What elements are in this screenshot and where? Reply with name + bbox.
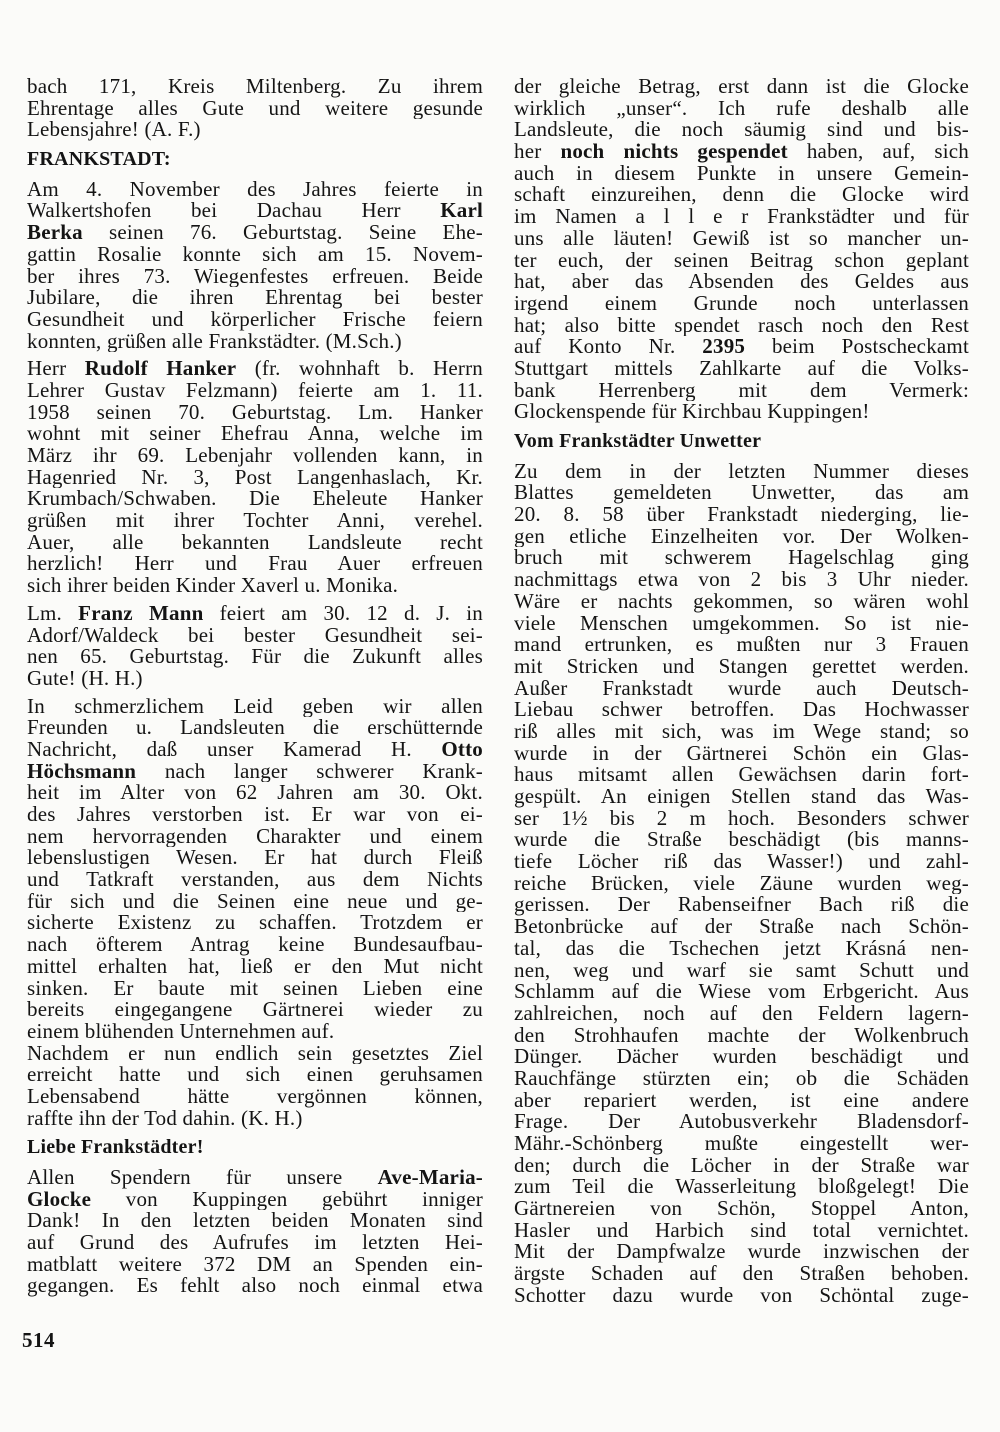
text-line: [514, 504, 969, 526]
text-line: [27, 575, 483, 597]
text: nen, weg und warf sie samt Schutt und: [514, 959, 969, 982]
text-line: [514, 315, 969, 337]
text-line: [514, 634, 969, 656]
text-line: [27, 603, 483, 625]
text: aber repariert werden, ist eine andere: [514, 1089, 969, 1112]
text-line: [27, 510, 483, 532]
text-line: [514, 981, 969, 1003]
text: Am 4. November des Jahres feierte in: [27, 178, 483, 201]
text-line: [514, 938, 969, 960]
text-line: [27, 222, 483, 244]
text: gen etliche Einzelheiten vor. Der Wolken-: [514, 525, 969, 548]
right-column: [514, 76, 969, 1313]
text: hat; also bitte spendet rasch noch den Rest: [514, 314, 969, 337]
text: ser 1½ bis 2 m hoch. Besonders schwer: [514, 807, 969, 830]
text: nachmittags etwa von 2 bis 3 Uhr nieder.: [514, 569, 969, 591]
text-line: [514, 1111, 969, 1133]
text: Dank! In den letzten beiden Monaten sind: [27, 1210, 483, 1233]
text-line: [27, 119, 483, 141]
text-line: [27, 287, 483, 309]
text-line: [27, 532, 483, 554]
text: einem blühenden Unternehmen auf.: [27, 1020, 335, 1043]
text: Walkertshofen bei Dachau Herr: [27, 200, 441, 223]
text-line: [27, 98, 483, 120]
text: Glockenspende für Kirchbau Kuppingen!: [514, 401, 870, 423]
text-line: [27, 1232, 483, 1254]
text: bank Herrenberg mit dem Vermerk:: [514, 379, 969, 402]
text: mand ertrunken, es mußten nur 3 Frauen: [514, 634, 969, 656]
text: hat, aber das Absenden des Geldes aus: [514, 271, 969, 293]
text-line: [514, 271, 969, 293]
text: Gute! (H. H.): [27, 667, 143, 690]
text-line: [514, 1090, 969, 1112]
text: Freunden u. Landsleuten die erschütternde: [27, 717, 483, 739]
text-line: [27, 1137, 483, 1159]
text-line: [27, 847, 483, 869]
text: tal, das die Tschechen jetzt Krásná nen-: [514, 937, 969, 960]
text: den Strohhaufen machte der Wolkenbruch: [514, 1024, 969, 1047]
text-line: [27, 1108, 483, 1130]
text-line: [27, 978, 483, 1000]
text-line: [514, 1241, 969, 1263]
text: Vom Frankstädter Unwetter: [514, 431, 762, 452]
text-line: [514, 808, 969, 830]
text: im Namen a l l e r Frankstädter und für: [514, 206, 969, 228]
paragraph: [514, 76, 969, 423]
text-line: [514, 1046, 969, 1068]
text-line: [27, 149, 483, 171]
text-line: [514, 293, 969, 315]
text-line: [27, 423, 483, 445]
text: Schotter dazu wurde von Schöntal zuge-: [514, 1284, 969, 1307]
text: erreicht hatte und sich einen geruhsamen: [27, 1064, 483, 1086]
text-line: [27, 668, 483, 690]
text: Frage. Der Autobusverkehr Bladensdorf-: [514, 1111, 969, 1133]
bold-text: noch nichts gespendet: [560, 141, 788, 163]
text-line: [514, 401, 969, 423]
text: von Kuppingen gebührt inniger: [91, 1188, 483, 1211]
text-line: [514, 119, 969, 141]
text: gattin Rosalie konnte sich am 15. Novem-: [27, 243, 483, 266]
bold-text: Berka: [27, 222, 83, 244]
text-line: [514, 873, 969, 895]
text-line: [27, 402, 483, 424]
text: nach langer schwerer Krank-: [136, 760, 483, 783]
text-line: [514, 1198, 969, 1220]
section-heading: [514, 431, 969, 453]
text: Nachdem er nun endlich sein gesetztes Ziel: [27, 1042, 483, 1065]
text-line: [27, 625, 483, 647]
text: herzlich! Herr und Frau Auer erfreuen: [27, 553, 483, 576]
text-line: [27, 826, 483, 848]
text: Allen Spendern für unsere: [27, 1167, 378, 1189]
text: feiert am 30. 12 d. J. in: [203, 602, 483, 625]
text-line: [514, 894, 969, 916]
text: haben, auf, sich: [787, 141, 969, 163]
text: wirklich „unser“. Ich rufe deshalb alle: [514, 97, 969, 120]
bold-text: 2395: [702, 336, 746, 358]
text-line: [514, 829, 969, 851]
text: (fr. wohnhaft b. Herrn: [236, 358, 483, 380]
text-line: [27, 331, 483, 353]
text-line: [514, 591, 969, 613]
text: nach öfterem Antrag keine Bundesaufbau-: [27, 934, 483, 956]
text-line: [27, 309, 483, 331]
text: Nachricht, daß unser Kamerad H.: [27, 738, 442, 761]
bold-text: Karl: [440, 200, 483, 223]
text: 20. 8. 58 über Frankstadt niederging, lie-: [514, 504, 969, 526]
text: auch in diesem Punkte in unsere Gemein-: [514, 162, 969, 185]
text-line: [27, 1254, 483, 1276]
text-line: [514, 613, 969, 635]
text-line: [514, 960, 969, 982]
text: Hagenried Nr. 3, Post Langenhaslach, Kr.: [27, 466, 483, 489]
text: Mit der Dampfwalze wurde inzwischen der: [514, 1241, 969, 1264]
text-line: [514, 1068, 969, 1090]
text-line: [27, 358, 483, 380]
text-line: [27, 1189, 483, 1211]
text-line: [27, 179, 483, 201]
text: schaft einzureihen, denn die Glocke wird: [514, 184, 969, 207]
text: Betonbrücke auf der Straße nach Schön-: [514, 916, 969, 938]
text: Adorf/Waldeck bei bester Gesundheit sei-: [27, 624, 483, 647]
text-line: [514, 1176, 969, 1198]
text-line: [27, 244, 483, 266]
text: Dünger. Dächer wurden beschädigt und: [514, 1046, 969, 1068]
text-line: [514, 1025, 969, 1047]
text: her: [514, 141, 561, 163]
text: 1958 seinen 70. Geburtstag. Lm. Hanker: [27, 401, 483, 424]
bold-text: Otto: [441, 738, 483, 761]
text-line: [27, 1043, 483, 1065]
text: Rauchfänge stürzten ein; ob die Schäden: [514, 1067, 969, 1090]
text: Ehrentage alles Gute und weitere gesunde: [27, 97, 483, 120]
text-line: [27, 646, 483, 668]
text: grüßen mit ihrer Tochter Anni, verehel.: [27, 510, 483, 532]
text-line: [514, 380, 969, 402]
text-line: [27, 1210, 483, 1232]
text-line: [514, 431, 969, 453]
text: sicherte Existenz zu schaffen. Trotzdem er: [27, 912, 483, 935]
text-line: [514, 786, 969, 808]
text-line: [27, 782, 483, 804]
paragraph: [514, 461, 969, 1307]
text: Gesundheit und körperlicher Frische feiern: [27, 308, 483, 331]
paragraph: [27, 1167, 483, 1297]
text-line: [27, 200, 483, 222]
text: bruch mit schwerem Hagelschlag ging: [514, 547, 969, 570]
text-line: [27, 380, 483, 402]
text-line: [27, 467, 483, 489]
text: auf Grund des Aufrufes im letzten Hei-: [27, 1232, 483, 1254]
text-line: [27, 739, 483, 761]
text: FRANKSTADT:: [27, 149, 171, 171]
text: sich ihrer beiden Kinder Xaverl u. Monika.: [27, 575, 399, 597]
text-line: [514, 1003, 969, 1025]
text-line: [27, 934, 483, 956]
page-number: 514: [22, 1328, 55, 1352]
text-line: [27, 1064, 483, 1086]
text: Herr: [27, 358, 85, 380]
text: beim Postscheckamt: [745, 336, 969, 358]
paragraph: [27, 696, 483, 1043]
text: Liebe Frankstädter!: [27, 1137, 204, 1159]
text: Blattes gemeldeten Unwetter, das am: [514, 482, 969, 505]
text: mittel erhalten hat, ließ er den Mut nicht: [27, 955, 483, 978]
section-heading: [27, 1137, 483, 1159]
paragraph: [27, 179, 483, 353]
text: ärgste Schaden auf den Straßen behoben.: [514, 1263, 969, 1285]
text: Gärtnereien von Schön, Stoppel Anton,: [514, 1198, 969, 1220]
text: irgend einem Grunde noch unterlassen: [514, 292, 969, 315]
text: auf Konto Nr.: [514, 336, 703, 358]
text: Lm.: [27, 602, 79, 625]
text: Lebensabend hätte vergönnen können,: [27, 1085, 483, 1108]
text-line: [514, 228, 969, 250]
text: Stuttgart mittels Zahlkarte auf die Volks-: [514, 357, 969, 380]
text-line: [27, 696, 483, 718]
left-column: [27, 76, 483, 1303]
text: bach 171, Kreis Miltenberg. Zu ihrem: [27, 76, 483, 98]
text-line: [27, 76, 483, 98]
text-line: [514, 547, 969, 569]
text-line: [514, 916, 969, 938]
text-line: [514, 141, 969, 163]
text: des Jahres verstorben ist. Er war von ei-: [27, 804, 483, 826]
bold-text: Höchsmann: [27, 760, 137, 783]
text: raffte ihn der Tod dahin. (K. H.): [27, 1107, 303, 1130]
text: Liebau schwer betroffen. Das Hochwasser: [514, 699, 969, 721]
text: ter euch, der seinen Beitrag schon geplant: [514, 249, 969, 272]
paragraph: [27, 358, 483, 597]
text-line: [27, 891, 483, 913]
text: lebenslustigen Wesen. Er hat durch Fleiß: [27, 847, 483, 870]
text-line: [27, 804, 483, 826]
text: und Tatkraft verstanden, aus dem Nichts: [27, 869, 483, 891]
text: seinen 76. Geburtstag. Seine Ehe-: [82, 222, 483, 244]
text-line: [514, 336, 969, 358]
section-heading: [27, 149, 483, 171]
text: haus mitsamt allen Gewächsen darin fort-: [514, 764, 969, 786]
text-line: [27, 1167, 483, 1189]
bold-text: Rudolf Hanker: [84, 358, 237, 380]
text-line: [514, 678, 969, 700]
text-line: [514, 764, 969, 786]
paragraph: [27, 1043, 483, 1130]
text: Lebensjahre! (A. F.): [27, 119, 201, 142]
text: uns alle läuten! Gewiß ist so mancher un-: [514, 227, 969, 250]
bold-text: Glocke: [27, 1188, 92, 1211]
text-line: [514, 1285, 969, 1307]
text: zum Teil die Wasserleitung bloßgelegt! Die: [514, 1176, 969, 1199]
text: gespült. An einigen Stellen stand das Was-: [514, 786, 969, 808]
text: wurde die Straße beschädigt (bis manns-: [514, 829, 969, 852]
text: Lehrer Gustav Felzmann) feierte am 1. 11.: [27, 379, 483, 402]
text: viele Menschen umgekommen. So ist nie-: [514, 612, 969, 635]
bold-text: Ave-Maria-: [377, 1167, 483, 1189]
text-line: [27, 869, 483, 891]
text: In schmerzlichem Leid geben wir allen: [27, 695, 483, 718]
text-line: [514, 1263, 969, 1285]
text: heit im Alter von 62 Jahren am 30. Okt.: [27, 782, 483, 804]
text: tiefe Löcher riß das Wasser!) und zahl-: [514, 851, 969, 873]
text: Landsleute, die noch säumig sind und bis-: [514, 119, 969, 142]
text-line: [27, 956, 483, 978]
text: bereits eingegangene Gärtnerei wieder zu: [27, 999, 483, 1021]
text-line: [27, 266, 483, 288]
text: gegangen. Es fehlt also noch einmal etwa: [27, 1275, 483, 1298]
paragraph: [27, 603, 483, 690]
text-line: [27, 912, 483, 934]
text-line: [27, 1021, 483, 1043]
text: Krumbach/Schwaben. Die Eheleute Hanker: [27, 488, 483, 511]
text: der gleiche Betrag, erst dann ist die Glocke: [514, 76, 969, 98]
text-line: [514, 98, 969, 120]
text-line: [27, 553, 483, 575]
text: den; durch die Löcher in der Straße war: [514, 1154, 969, 1177]
text: Zu dem in der letzten Nummer dieses: [514, 460, 969, 483]
text-line: [27, 761, 483, 783]
text: mit Stricken und Stangen gerettet werden.: [514, 655, 969, 678]
text: reiche Brücken, viele Zäune wurden weg-: [514, 872, 969, 895]
text-line: [514, 482, 969, 504]
text: nem hervorragenden Charakter und einem: [27, 825, 483, 848]
text-line: [514, 1155, 969, 1177]
text: wohnt mit seiner Ehefrau Anna, welche im: [27, 423, 483, 445]
text: für sich und die Seinen eine neue und ge-: [27, 890, 483, 913]
paragraph: [27, 76, 483, 141]
text-line: [514, 656, 969, 678]
text: konnten, grüßen alle Frankstädter. (M.Sch.): [27, 330, 402, 353]
text-line: [514, 250, 969, 272]
text-line: [514, 526, 969, 548]
text: nen 65. Geburtstag. Für die Zukunft alles: [27, 646, 483, 668]
text: Hasler und Harbich sind total vernichtet.: [514, 1219, 969, 1242]
text-line: [514, 206, 969, 228]
text-line: [27, 999, 483, 1021]
text: riß alles mit sich, was im Wege stand; so: [514, 720, 969, 743]
text: sinken. Er baute mit seinen Lieben eine: [27, 977, 483, 1000]
text-line: [27, 488, 483, 510]
text-line: [27, 717, 483, 739]
text-line: [514, 721, 969, 743]
text: Wäre er nachts gekommen, so wären wohl: [514, 590, 969, 613]
text-line: [514, 461, 969, 483]
text: Jubilare, die ihren Ehrentag bei bester: [27, 287, 483, 309]
text: Mähr.-Schönberg mußte eingestellt wer-: [514, 1133, 969, 1155]
text-line: [514, 76, 969, 98]
text: zahlreichen, noch auf den Feldern lagern-: [514, 1002, 969, 1025]
text: Außer Frankstadt wurde auch Deutsch-: [514, 677, 969, 700]
text-line: [514, 163, 969, 185]
text-line: [27, 1275, 483, 1297]
text-line: [514, 743, 969, 765]
bold-text: Franz Mann: [78, 602, 204, 625]
text-line: [514, 358, 969, 380]
text: Schlamm auf die Wiese vom Erbgericht. Aus: [514, 981, 969, 1003]
text-line: [514, 851, 969, 873]
text-line: [514, 1133, 969, 1155]
text-line: [27, 445, 483, 467]
text-line: [514, 1220, 969, 1242]
text: März ihr 69. Lebenjahr vollenden kann, in: [27, 445, 483, 467]
text: Auer, alle bekannten Landsleute recht: [27, 531, 483, 554]
text: gerissen. Der Rabenseifner Bach riß die: [514, 894, 969, 917]
text-line: [27, 1086, 483, 1108]
text: matblatt weitere 372 DM an Spenden ein-: [27, 1253, 483, 1276]
text-line: [514, 569, 969, 591]
text-line: [514, 184, 969, 206]
text: wurde in der Gärtnerei Schön ein Glas-: [514, 742, 969, 765]
text: ber ihres 73. Wiegenfestes erfreuen. Beide: [27, 265, 483, 288]
text-line: [514, 699, 969, 721]
